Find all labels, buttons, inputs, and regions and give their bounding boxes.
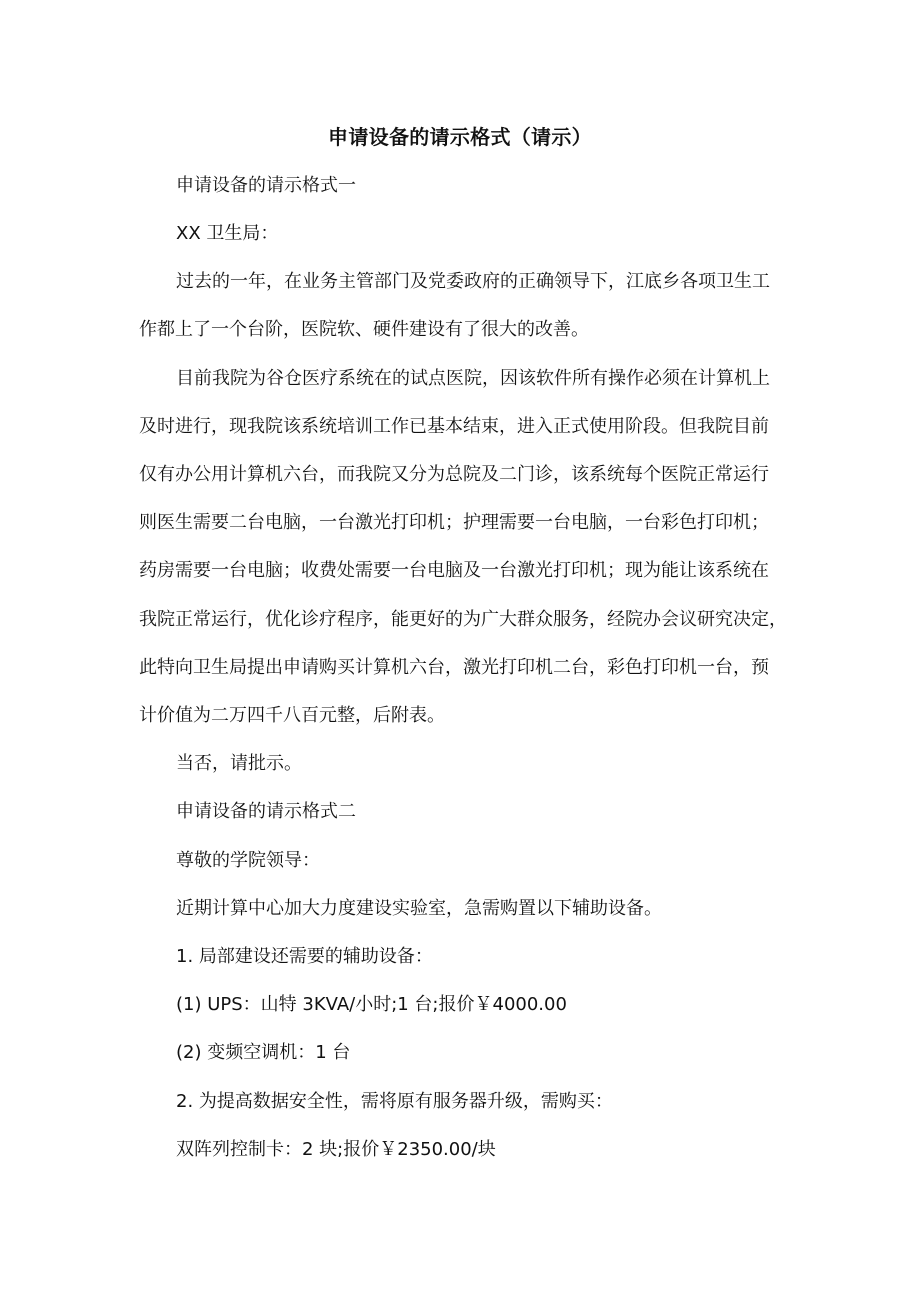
paragraph-line: 则医生需要二台电脑，一台激光打印机；护理需要一台电脑，一台彩色打印机； <box>139 512 769 533</box>
paragraph-line: 近期计算中心加大力度建设实验室，急需购置以下辅助设备。 <box>176 898 662 919</box>
list-item: 2. 为提高数据安全性，需将原有服务器升级，需购买： <box>176 1091 613 1112</box>
paragraph-line: 此特向卫生局提出申请购买计算机六台，激光打印机二台，彩色打印机一台，预 <box>139 657 769 678</box>
paragraph-line: 及时进行，现我院该系统培训工作已基本结束，进入正式使用阶段。但我院目前 <box>139 416 769 437</box>
paragraph-line: 目前我院为谷仓医疗系统在的试点医院，因该软件所有操作必须在计算机上 <box>176 368 770 389</box>
section-heading-1: 申请设备的请示格式一 <box>176 175 356 196</box>
list-item: (2) 变频空调机：1 台 <box>176 1042 351 1063</box>
paragraph-line: 我院正常运行，优化诊疗程序，能更好的为广大群众服务，经院办会议研究决定， <box>139 609 787 630</box>
list-item: 双阵列控制卡：2 块;报价￥2350.00/块 <box>176 1139 496 1160</box>
salutation-1: XX 卫生局： <box>176 223 279 244</box>
salutation-2: 尊敬的学院领导： <box>176 850 320 871</box>
section-heading-2: 申请设备的请示格式二 <box>176 801 356 822</box>
paragraph-line: 过去的一年，在业务主管部门及党委政府的正确领导下，江底乡各项卫生工 <box>176 271 770 292</box>
paragraph-line: 药房需要一台电脑；收费处需要一台电脑及一台激光打印机；现为能让该系统在 <box>139 560 769 581</box>
paragraph-line: 计价值为二万四千八百元整，后附表。 <box>139 705 445 726</box>
closing-line: 当否，请批示。 <box>176 753 302 774</box>
document-title: 申请设备的请示格式（请示） <box>328 125 592 149</box>
list-item: (1) UPS：山特 3KVA/小时;1 台;报价￥4000.00 <box>176 994 567 1015</box>
list-item: 1. 局部建设还需要的辅助设备： <box>176 946 433 967</box>
paragraph-line: 作都上了一个台阶，医院软、硬件建设有了很大的改善。 <box>139 319 589 340</box>
paragraph-line: 仅有办公用计算机六台，而我院又分为总院及二门诊，该系统每个医院正常运行 <box>139 464 769 485</box>
